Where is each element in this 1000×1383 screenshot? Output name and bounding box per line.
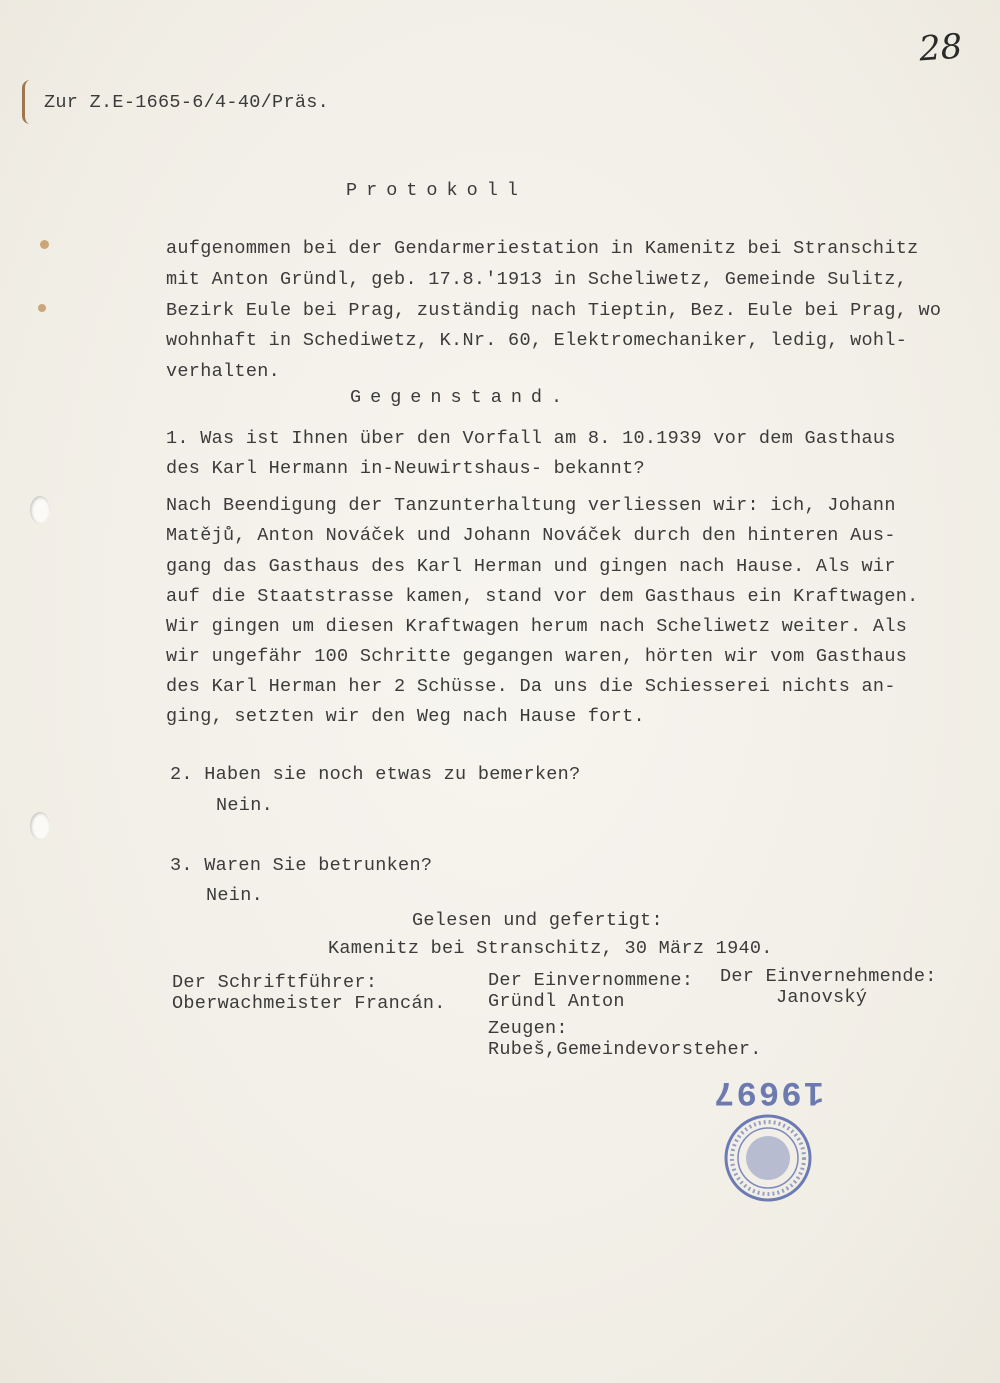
intro-line: wohnhaft in Schediwetz, K.Nr. 60, Elektromechaniker, ledig, wohl- <box>166 330 908 351</box>
archive-seal-icon <box>722 1112 814 1204</box>
question-3: 3. Waren Sie betrunken? <box>170 855 433 876</box>
intro-line: aufgenommen bei der Gendarmeriestation in Kamenitz bei Stranschitz <box>166 238 919 259</box>
interviewee-name: Gründl Anton <box>488 991 625 1012</box>
rust-spot <box>40 240 49 249</box>
intro-line: mit Anton Gründl, geb. 17.8.'1913 in Scheliwetz, Gemeinde Sulitz, <box>166 269 908 290</box>
recorder-name: Oberwachmeister Francán. <box>172 993 446 1014</box>
answer-1-line: gang das Gasthaus des Karl Herman und gingen nach Hause. Als wir <box>166 556 896 577</box>
reference-number: Zur Z.E-1665-6/4-40/Präs. <box>44 92 330 113</box>
punch-hole <box>30 496 50 524</box>
witness-label: Zeugen: <box>488 1018 568 1039</box>
subject-heading: Gegenstand. <box>350 387 572 408</box>
answer-1-line: ging, setzten wir den Weg nach Hause fort. <box>166 706 645 727</box>
intro-line: verhalten. <box>166 361 281 382</box>
interviewer-name: Janovský <box>776 987 868 1008</box>
page-number: 28 <box>917 26 964 70</box>
answer-1-line: des Karl Herman her 2 Schüsse. Da uns die Schiesserei nichts an- <box>166 676 896 697</box>
witness-name: Rubeš,Gemeindevorsteher. <box>488 1039 762 1060</box>
rust-spot <box>38 304 46 312</box>
answer-1-line: Matějů, Anton Nováček und Johann Nováček durch den hinteren Aus- <box>166 525 896 546</box>
recorder-label: Der Schriftführer: <box>172 972 378 993</box>
interviewee-label: Der Einvernommene: <box>488 970 694 991</box>
answer-2: Nein. <box>216 795 274 816</box>
answer-1-line: Wir gingen um diesen Kraftwagen herum nach Scheliwetz weiter. Als <box>166 616 908 637</box>
answer-3: Nein. <box>206 885 264 906</box>
punch-hole <box>30 812 50 840</box>
paper-clip-mark <box>22 80 39 124</box>
answer-1-line: Nach Beendigung der Tanzunterhaltung verliessen wir: ich, Johann <box>166 495 896 516</box>
question-2: 2. Haben sie noch etwas zu bemerken? <box>170 764 581 785</box>
answer-1-line: auf die Staatstrasse kamen, stand vor dem Gasthaus ein Kraftwagen. <box>166 586 919 607</box>
interviewer-label: Der Einvernehmende: <box>720 966 937 987</box>
place-and-date: Kamenitz bei Stranschitz, 30 März 1940. <box>328 938 773 959</box>
intro-line: Bezirk Eule bei Prag, zuständig nach Tieptin, Bez. Eule bei Prag, wo <box>166 300 942 321</box>
document-title: Protokoll <box>346 180 527 201</box>
question-1-line: des Karl Hermann in-Neuwirtshaus- bekannt? <box>166 458 645 479</box>
read-and-signed: Gelesen und gefertigt: <box>412 910 663 931</box>
question-1-line: 1. Was ist Ihnen über den Vorfall am 8. 10.1939 vor dem Gasthaus <box>166 428 896 449</box>
answer-1-line: wir ungefähr 100 Schritte gegangen waren, hörten wir vom Gasthaus <box>166 646 908 667</box>
archive-stamp-number: 19697 <box>712 1072 825 1110</box>
